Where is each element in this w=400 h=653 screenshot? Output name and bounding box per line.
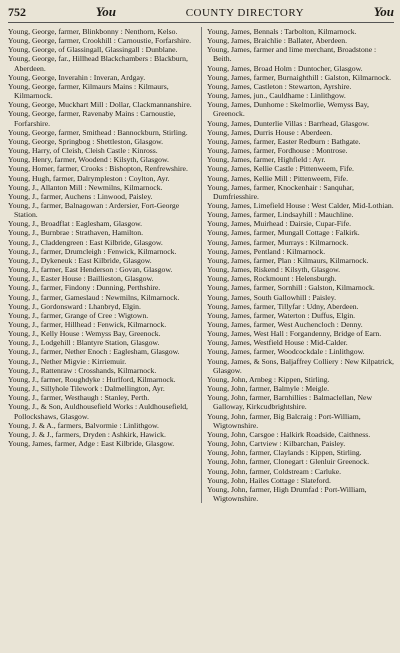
left-column	[8, 27, 195, 503]
directory-entry: Young, James, Kellie Castle : Pittenweem, Fife.	[207, 164, 354, 174]
directory-entry: Young, James, farmer, Fordhouse : Montrose.	[207, 146, 348, 156]
directory-entry: Young, J., Sillyhole Tilework : Dalmellington, Ayr.	[8, 384, 165, 394]
directory-entry: Young, James, farmer, West Auchencloch : Denny.	[207, 320, 363, 329]
directory-entry: Young, James, Castleton : Stewarton, Ayrshire.	[207, 81, 352, 91]
directory-entry: Young, James, Limefield House : West Calder, Mid-Lothian.	[207, 200, 394, 210]
directory-entry: Young, J., farmer, Drumcleigh : Fenwick, Kilmarnock.	[8, 246, 177, 256]
directory-entry: Young, George, of Glassingall, Glassingall : Dunblane.	[8, 45, 178, 55]
directory-entry: Young, J., farmer, Findony : Dunning, Perthshire.	[8, 283, 161, 293]
directory-entry: Young, J., Dykeneuk : East Kilbride, Glasgow.	[8, 255, 152, 265]
directory-entry: Young, James, Pentland : Kilmarnock.	[207, 246, 326, 256]
directory-entry: Young, James, farmer, Lindsayhill : Mauchline.	[207, 210, 354, 220]
directory-entry: Young, J. & A., farmers, Balvormie : Linlithgow.	[8, 420, 159, 430]
directory-entry: Young, James, farmer, Plan : Kilmaurs, Kilmarnock.	[207, 255, 369, 265]
directory-entry: Young, George, farmer, Ravenaby Mains : Carnoustie, Forfarshire.	[8, 109, 176, 128]
directory-entry: Young, James, Rockmount : Helensburgh.	[207, 274, 337, 284]
directory-entry: Young, James, farmer, Murrays : Kilmarnock.	[207, 237, 349, 247]
directory-entry: Young, John, farmer, Big Balcraig : Port-William, Wigtownshire.	[207, 411, 361, 430]
directory-entry: Young, James, Broad Holm : Duntocher, Glasgow.	[207, 63, 363, 73]
directory-entry: Young, James, farmer, Waterton : Duffus, Elgin.	[207, 310, 356, 320]
directory-entry: Young, J., farmer, Hillhead : Fenwick, Kilmarnock.	[8, 320, 167, 329]
directory-entry: Young, J., Rattenraw : Crosshands, Kilmarnock.	[8, 365, 157, 375]
directory-entry: Young, Harry, of Cleish, Cleish Castle : Kinross.	[8, 146, 158, 156]
directory-entry: Young, George, Muckhart Mill : Dollar, Clackmannanshire.	[8, 100, 192, 110]
directory-entry: Young, George, far., Hillhead Blackchambers : Blackburn, Aberdeen.	[8, 54, 188, 73]
directory-entry: Young, George, farmer, Blinkbonny : Nenthorn, Kelso.	[8, 27, 178, 36]
page-title: COUNTY DIRECTORY	[185, 7, 305, 19]
directory-entry: Young, George, Springbog : Shettleston, Glasgow.	[8, 136, 164, 146]
directory-entry: Young, J., Lodgehill : Blantyre Station, Glasgow.	[8, 338, 160, 348]
directory-entry: Young, George, farmer, Kilmaurs Mains : Kilmaurs, Kilmarnock.	[8, 81, 169, 101]
directory-entry: Young, John, Cartview : Kilbarchan, Paisley.	[207, 439, 346, 449]
directory-entry: Young, James, farmer, Mungall Cottage : Falkirk.	[207, 228, 360, 238]
directory-entry: Young, J., farmer, Auchens : Linwood, Paisley.	[8, 191, 153, 201]
directory-entry: Young, J., Claddengreen : East Kilbride, Glasgow.	[8, 237, 163, 247]
directory-entry: Young, James, farmer, Adge : East Kilbride, Glasgow.	[8, 439, 175, 449]
directory-entry: Young, John, farmer, Claylands : Kippen, Stirling.	[207, 448, 362, 458]
directory-entry: Young, J., Gordonsward : Lhanbryd, Elgin.	[8, 301, 141, 311]
entry-columns	[8, 27, 394, 503]
directory-entry: Young, James, farmer, Woodcockdale : Linlithgow.	[207, 347, 365, 357]
directory-entry: Young, George, farmer, Crookhill : Carnoustie, Forfarshire.	[8, 36, 192, 46]
directory-entry: Young, Hugh, farmer, Dalrympleston : Coylton, Ayr.	[8, 173, 170, 183]
directory-entry: Young, James, Riskend : Kilsyth, Glasgow.	[207, 265, 341, 275]
directory-entry: Young, James, South Gallowhill : Paisley.	[207, 292, 336, 302]
directory-entry: Young, James, Muirhead : Dairsie, Cupar-Fife.	[207, 219, 352, 229]
directory-entry: Young, John, farmer, Barnhillies : Balmaclellan, New Galloway, Kirkcudbrightshire.	[207, 393, 373, 412]
page-header	[8, 4, 394, 23]
directory-entry: Young, John, farmer, Clonegart : Glenluir Greenock.	[207, 457, 370, 467]
directory-entry: Young, J., farmer, Roughdyke : Hurlford, Kilmarnock.	[8, 374, 176, 384]
directory-entry: Young, James, farmer, Burnaighthill : Galston, Kilmarnock.	[207, 72, 392, 82]
directory-entry: Young, John, farmer, Coldstream : Carluke.	[207, 466, 342, 476]
directory-entry: Young, J., Nether Migvie : Kirriemuir.	[8, 356, 127, 366]
page-number: 752	[8, 5, 26, 19]
directory-entry: Young, John, farmer, Balmyle : Meigle.	[207, 384, 330, 394]
directory-entry: Young, James, farmer, Sornhill : Galston, Kilmarnock.	[207, 283, 375, 293]
left-running-head: You	[95, 4, 116, 19]
directory-entry: Young, J., farmer, Grange of Cree : Wigtown.	[8, 310, 149, 320]
directory-entry: Young, James, Dunterlie Villas : Barrhead, Glasgow.	[207, 118, 370, 128]
directory-entry: Young, George, farmer, Smithead : Bannockburn, Stirling.	[8, 127, 188, 137]
right-running-head: You	[373, 4, 394, 19]
directory-entry: Young, James, Kellie Mill : Pittenweem, Fife.	[207, 173, 349, 183]
directory-entry: Young, J., Burnbrae : Strathaven, Hamilton.	[8, 228, 144, 238]
directory-entry: Young, James, & Sons, Baljaffrey Colliery : New Kilpatrick, Glasgow.	[207, 356, 394, 375]
directory-entry: Young, J., Broadflat : Eaglesham, Glasgow.	[8, 219, 143, 229]
directory-entry: Young, J., farmer, Nether Enoch : Eaglesham, Glasgow.	[8, 347, 180, 357]
directory-entry: Young, J., farmer, Gameslaud : Newmilns, Kilmarnock.	[8, 292, 180, 302]
directory-entry: Young, Homer, farmer, Crooks : Bishopton, Renfrewshire.	[8, 164, 188, 174]
directory-entry: Young, James, Westfield House : Mid-Calder.	[207, 338, 348, 348]
directory-entry: Young, J., farmer, East Henderson : Govan, Glasgow.	[8, 265, 173, 275]
directory-entry: Young, James, Durris House : Aberdeen.	[207, 127, 333, 137]
directory-entry: Young, James, farmer, Easter Redburn : Bathgate.	[207, 136, 361, 146]
directory-entry: Young, James, Dunhome : Skelmorlie, Wemyss Bay, Greenock.	[207, 100, 369, 119]
directory-entry: Young, James, Bennals : Tarbolton, Kilmarnock.	[207, 27, 357, 36]
directory-entry: Young, James, farmer, Highfield : Ayr.	[207, 155, 326, 165]
directory-entry: Young, James, farmer, Tillyfar : Udny, Aberdeen.	[207, 301, 359, 311]
directory-entry: Young, J., Kelly House : Wemyss Bay, Greenock.	[8, 329, 161, 339]
directory-entry: Young, J., Easter House : Baillieston, Glasgow.	[8, 274, 154, 284]
directory-entry: Young, James, farmer, Knockenhair : Sanquhar, Dumfriesshire.	[207, 182, 354, 201]
directory-entry: Young, J. & J., farmers, Dryden : Ashkirk, Hawick.	[8, 429, 166, 439]
directory-entry: Young, John, Carsgoe : Halkirk Roadside, Caithness.	[207, 429, 371, 439]
directory-entry: Young, J., Allanton Mill : Newmilns, Kilmarnock.	[8, 182, 163, 192]
directory-entry: Young, John, Hailes Cottage : Slateford.	[207, 475, 331, 485]
directory-entry: Young, J., farmer, Balnagowan : Ardersier, Fort-George Station.	[8, 200, 180, 220]
directory-entry: Young, J., farmer, Westhaugh : Stanley, Perth.	[8, 393, 150, 403]
directory-entry: Young, George, Inverahin : Inveran, Ardgay.	[8, 72, 146, 82]
directory-entry: Young, Henry, farmer, Woodend : Kilsyth, Glasgow.	[8, 155, 169, 165]
directory-entry: Young, James, farmer and lime merchant, Broadstone : Beith.	[207, 45, 377, 64]
directory-entry: Young, John, Arnbeg : Kippen, Stirling.	[207, 374, 330, 384]
directory-entry: Young, John, farmer, High Drumfad : Port-William, Wigtownshire.	[207, 484, 367, 503]
directory-entry: Young, J., & Son, Auldhousefield Works : Auldhousefield, Pollockshaws, Glasgow.	[8, 402, 188, 421]
directory-entry: Young, James, Braichlie : Ballater, Aberdeen.	[207, 36, 348, 46]
right-column	[201, 27, 394, 503]
directory-entry: Young, James, jun., Cauldhame : Linlithgow.	[207, 91, 346, 101]
directory-entry: Young, James, West Hall : Forgandenny, Bridge of Earn.	[207, 329, 382, 339]
